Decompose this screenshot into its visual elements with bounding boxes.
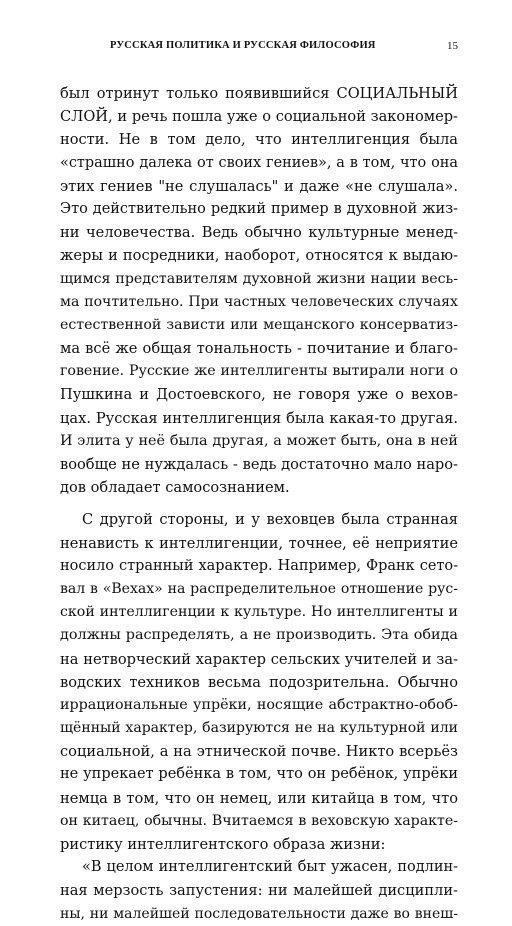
text-line: ристику интеллигентского образа жизни: (60, 836, 386, 853)
text-line: жеры и посредники, наоборот, относятся к выдаю- (60, 247, 458, 265)
text-line: ны, ни малейшей последовательности даже во внеш- (60, 905, 458, 922)
paragraph-1 (60, 82, 458, 499)
text-line: вал в «Вехах» на распределительное отношение рус- (60, 580, 458, 597)
text-line: цах. Русская интеллигенция была какая-то другая. (60, 409, 458, 427)
text-line: водских техников весьма подозрительна. Обычно (60, 673, 458, 691)
text-line: «страшно далека от своих гениев», а в том, что она (60, 154, 458, 171)
text-line: он китаец, обычны. Вчитаемся в веховскую характе- (60, 812, 458, 829)
text-line: С другой стороны, и у веховцев была странная (82, 511, 458, 529)
text-line: И элита у неё была другая, а может быть, она в ней (60, 432, 458, 449)
text-line: вообще не нуждалась - ведь достаточно мало наро- (60, 456, 458, 473)
text-line: носило странный характер. Например, Франк сето- (60, 557, 458, 574)
text-line: дов обладает самосознанием. (60, 479, 290, 497)
text-line: СЛОЙ, и речь пошла уже о социальной закономер- (60, 108, 458, 126)
paragraph-3-quote (60, 856, 458, 926)
body-text (60, 82, 458, 926)
running-header (60, 40, 458, 56)
text-line: щённый характер, базируются не на культурной или (60, 720, 458, 737)
text-line: Это действительно редкий пример в духовной жиз- (60, 200, 458, 217)
text-line: естественной зависти или мещанского консерватиз- (60, 316, 458, 333)
page-number: 15 (447, 40, 458, 52)
text-line: Пушкина и Достоевского, не говоря уже о вехов- (60, 386, 458, 404)
text-line: ской интеллигенции к культуре. Но интеллигенты и (60, 604, 458, 621)
text-line: иррациональные упрёки, носящие абстрактно-обоб- (60, 696, 458, 713)
text-line: говение. Русские же интеллигенты вытирали ноги о (60, 363, 458, 380)
text-line: не упрекает ребёнка в том, что он ребёнок, упрёки (60, 766, 458, 783)
text-line: на нетворческий характер сельских учителей и за- (60, 650, 458, 668)
text-line: ма всё же общая тональность - почитание и благо- (60, 340, 458, 358)
text-line: «В целом интеллигентский быт ужасен, подлин- (82, 859, 458, 876)
paragraph-2 (60, 508, 458, 856)
paragraph-gap (60, 499, 458, 508)
text-line: ма почтительно. При частных человеческих случаях (60, 293, 458, 310)
text-line: социальной, а на этнической почве. Никто всерьёз (60, 743, 458, 761)
text-line: был отринут только появившийся СОЦИАЛЬНЫЙ (60, 85, 458, 102)
text-line: немца в том, что он немец, или китайца в том, что (60, 789, 458, 807)
running-title: РУССКАЯ ПОЛИТИКА И РУССКАЯ ФИЛОСОФИЯ (110, 40, 376, 51)
text-line: ни человечества. Ведь обычно культурные менед- (60, 224, 458, 242)
text-line: ненависть к интеллигенции, точнее, её неприятие (60, 534, 458, 552)
text-line: этих гениев "не слушалась" и даже «не слушала». (60, 177, 458, 195)
text-line: ности. Не в том дело, что интеллигенция была (60, 131, 458, 149)
text-line: щимся представителям духовной жизни нации весь- (60, 270, 458, 287)
text-line: должны распределять, а не производить. Эта обида (60, 627, 458, 644)
text-line: ная мерзость запустения: ни малейшей дисципли- (60, 882, 458, 900)
